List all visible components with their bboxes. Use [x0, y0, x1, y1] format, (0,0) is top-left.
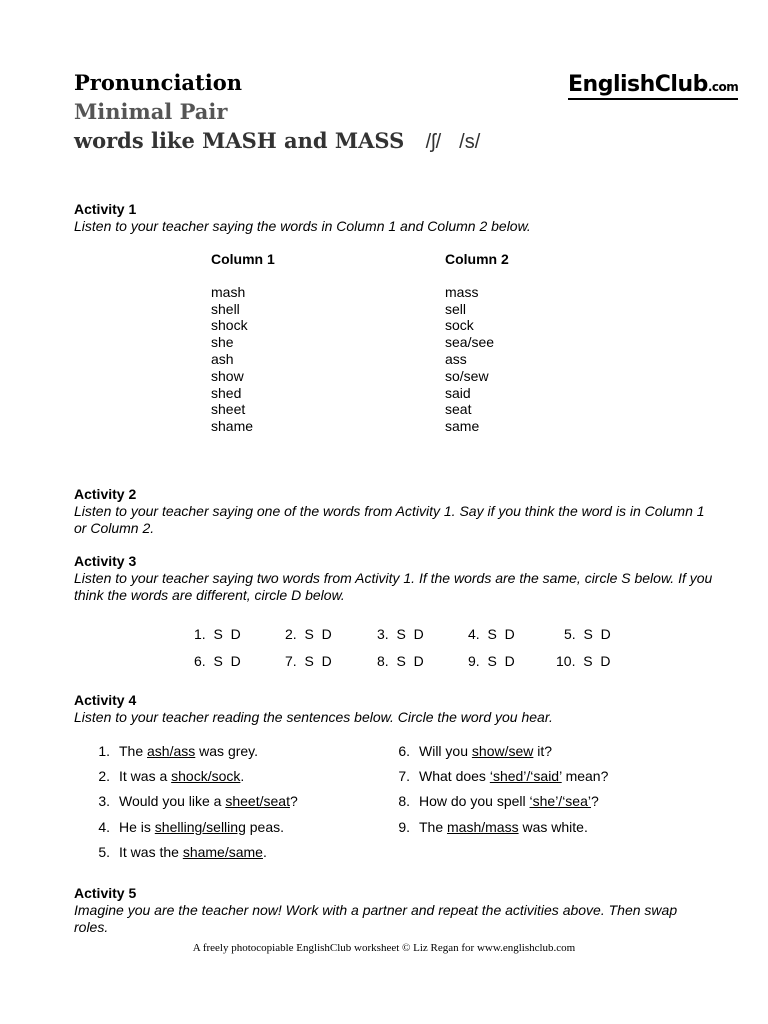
sd-item[interactable]: 8. S D: [377, 653, 424, 669]
footer-credit: A freely photocopiable EnglishClub worksheet © Liz Regan for www.englishclub.com: [192, 942, 576, 954]
column-1-word: show: [211, 367, 244, 384]
activity-1-heading: Activity 1: [74, 201, 137, 217]
logo-main: EnglishClub: [568, 72, 708, 97]
englishclub-logo: [568, 72, 738, 100]
column-1-word: ash: [211, 350, 234, 367]
sd-item[interactable]: 4. S D: [468, 626, 515, 642]
activity-3-instruction: Listen to your teacher saying two words from Activity 1. If the words are the same, circle S below. If you think the words are different, circle D below.: [74, 570, 713, 603]
word-pair[interactable]: mash/mass: [447, 819, 519, 835]
column-2-word: mass: [445, 283, 479, 300]
column-1: [211, 251, 275, 435]
sd-item[interactable]: 7. S D: [285, 653, 332, 669]
word-pair[interactable]: shame/same: [182, 844, 263, 860]
activity-2-heading: Activity 2: [74, 486, 137, 502]
column-2-word: said: [445, 384, 471, 401]
column-2: [445, 251, 509, 435]
sentence-item: 4. He is shelling/selling peas.: [98, 819, 284, 835]
sentence-item: 5. It was the shame/same.: [98, 844, 267, 860]
topic-line: [74, 126, 498, 157]
activity-4-heading: Activity 4: [74, 692, 137, 708]
sentence-item: 9. The mash/mass was white.: [398, 819, 588, 835]
activity-3-heading: Activity 3: [74, 553, 137, 569]
word-pair[interactable]: sheet/seat: [225, 793, 290, 809]
ipa-sh: /ʃ/: [425, 131, 442, 153]
word-pair[interactable]: ash/ass: [147, 743, 196, 759]
column-1-word: shell: [211, 300, 240, 317]
ipa-symbols: [426, 131, 499, 153]
title-block: [74, 68, 498, 157]
sd-item[interactable]: 9. S D: [468, 653, 515, 669]
sentence-item: 2. It was a shock/sock.: [98, 768, 245, 784]
word-pair[interactable]: ‘shed’/‘said’: [489, 768, 562, 784]
activity-5-instruction: Imagine you are the teacher now! Work with a partner and repeat the activities above. Then swap roles.: [74, 902, 678, 935]
page-subtitle: Minimal Pair: [74, 99, 228, 124]
column-1-word: she: [211, 334, 234, 351]
activity-4-instruction: Listen to your teacher reading the sentences below. Circle the word you hear.: [74, 709, 553, 725]
sd-item[interactable]: 2. S D: [285, 626, 332, 642]
ipa-s: /s/: [459, 131, 481, 153]
column-1-word: shame: [211, 418, 254, 435]
logo-domain: .com: [707, 80, 739, 94]
topic-text: words like MASH and MASS: [74, 128, 405, 153]
activity-2-instruction: Listen to your teacher saying one of the words from Activity 1. Say if you think the word is in Column 1 or Column 2.: [74, 503, 705, 536]
activity-1-instruction: Listen to your teacher saying the words in Column 1 and Column 2 below.: [74, 218, 531, 234]
column-2-header: Column 2: [445, 251, 509, 267]
sd-item[interactable]: 6. S D: [194, 653, 241, 669]
page-title: Pronunciation: [74, 70, 242, 95]
sd-item[interactable]: 5. S D: [564, 626, 611, 642]
column-1-word: sheet: [211, 401, 246, 418]
column-2-word: sock: [445, 317, 474, 334]
column-2-word: sea/see: [445, 334, 495, 351]
sd-item[interactable]: 10. S D: [556, 653, 611, 669]
sentence-item: 7. What does ‘shed’/‘said’ mean?: [398, 768, 609, 784]
sentence-item: 8. How do you spell ‘she’/‘sea’?: [398, 793, 599, 809]
sd-item[interactable]: 3. S D: [377, 626, 424, 642]
column-2-word: same: [445, 418, 480, 435]
column-2-word: ass: [445, 350, 467, 367]
sentence-item: 6. Will you show/sew it?: [398, 743, 553, 759]
column-2-word: sell: [445, 300, 467, 317]
sd-item[interactable]: 1. S D: [194, 626, 241, 642]
column-1-header: Column 1: [211, 251, 275, 267]
word-pair[interactable]: show/sew: [471, 743, 534, 759]
column-1-word: mash: [211, 283, 246, 300]
column-1-word: shock: [211, 317, 248, 334]
sentence-item: 3. Would you like a sheet/seat?: [98, 793, 298, 809]
column-2-word: so/sew: [445, 367, 489, 384]
word-pair[interactable]: shock/sock: [171, 768, 241, 784]
activity-5-heading: Activity 5: [74, 885, 137, 901]
word-pair[interactable]: ‘she’/‘sea’: [529, 793, 591, 809]
word-pair[interactable]: shelling/selling: [154, 819, 246, 835]
column-2-word: seat: [445, 401, 472, 418]
column-1-word: shed: [211, 384, 242, 401]
sentence-item: 1. The ash/ass was grey.: [98, 743, 259, 759]
